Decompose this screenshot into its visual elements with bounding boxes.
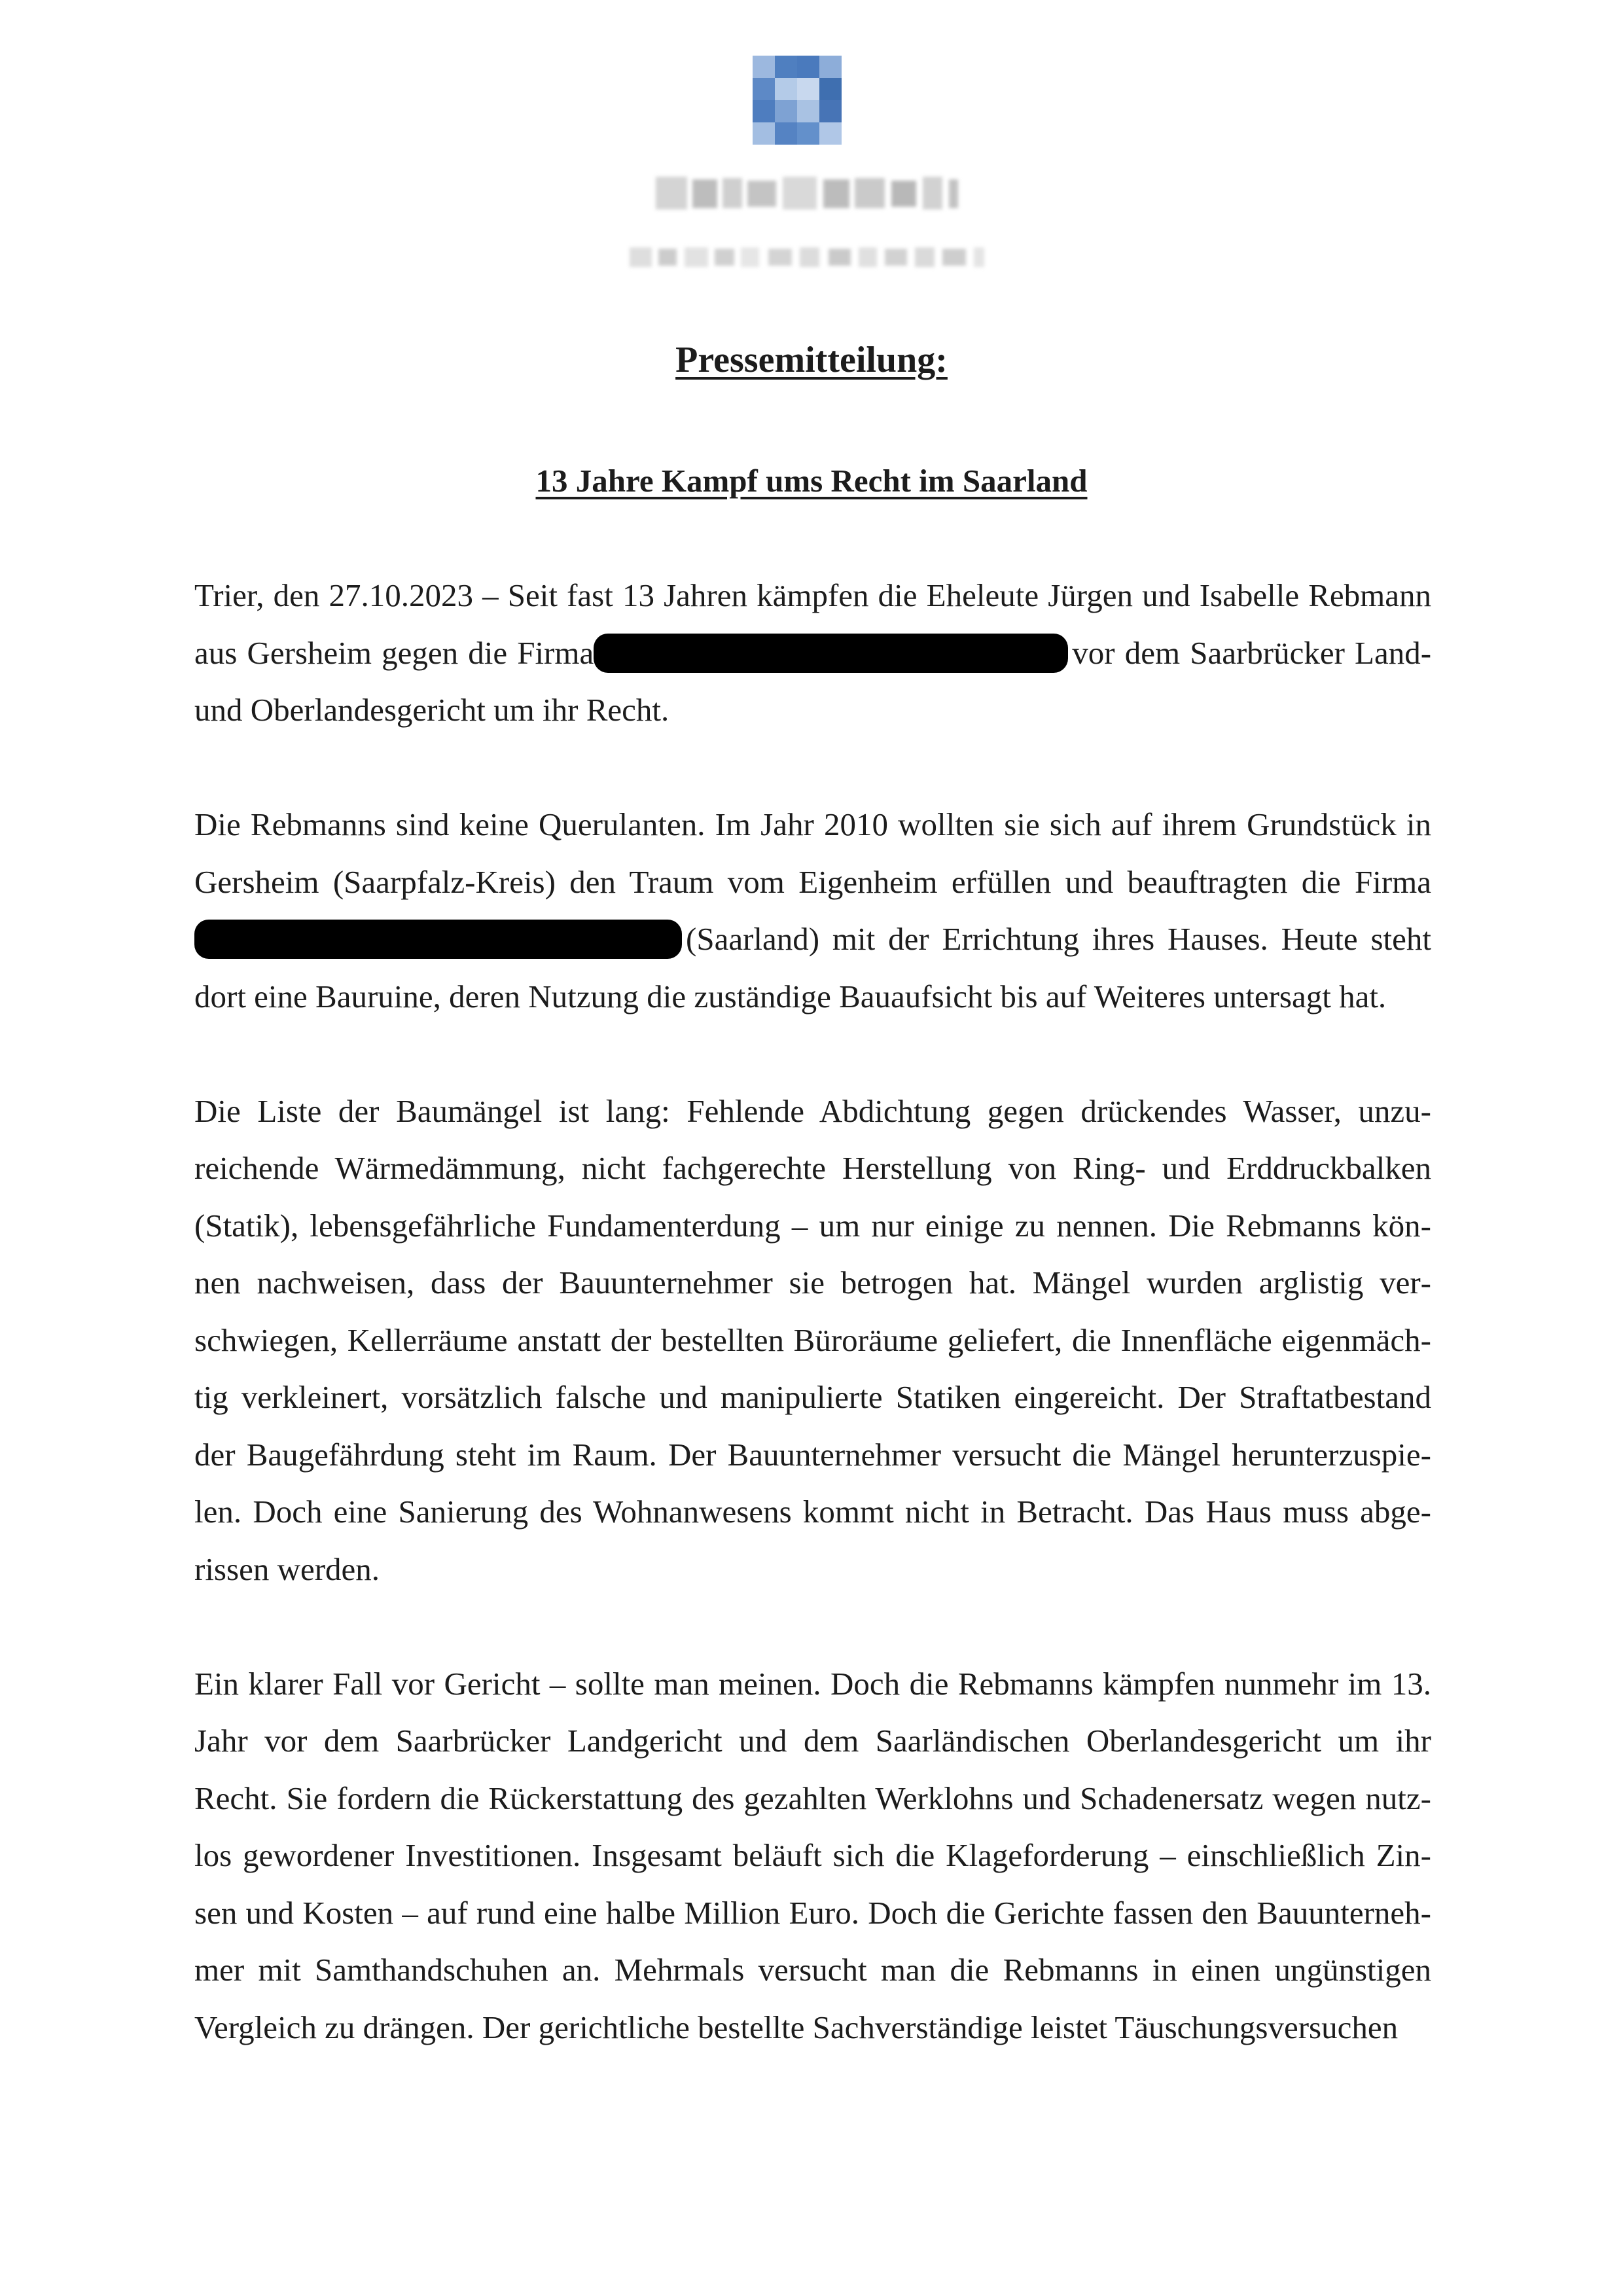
redaction-bar: [194, 920, 682, 959]
letterhead-subtitle-obscured: [0, 242, 1623, 271]
paragraph-2: [194, 796, 1431, 1025]
paragraph-4: Ein klarer Fall vor Gericht – sollte man meinen. Doch die Rebmanns kämpfen nunmehr im 13. Jahr vor dem Saarbrücker Landgericht und dem Saarländischen Oberlandesgericht um ihr Recht. Sie fordern die Rückerstattung des gezahlten Werklohns und Schadenersatz wegen nutzlos gewordener Investitionen. Insgesamt beläuft sich die Klageforderung – einschließlich Zinsen und Kosten – auf rund eine halbe Million Euro. Doch die Gerichte fassen den Bauunternehmer mit Samthandschuhen an. Mehrmals versucht man die Rebmanns in einen ungünstigen Vergleich zu drängen. Der gerichtliche bestellte Sachverständige leistet Täuschungsversuchen: [194, 1665, 1431, 2045]
page-subtitle: 13 Jahre Kampf ums Recht im Saarland: [535, 463, 1088, 499]
letterhead-logo: [753, 56, 842, 145]
paragraph-1-text-b: vor dem Saarbrücker Land- und Oberlandesgericht um ihr Recht.: [194, 634, 1432, 728]
letterhead-name-obscured: [0, 173, 1623, 212]
redaction-bar: [594, 634, 1068, 673]
page-title: Pressemitteilung:: [675, 340, 948, 380]
paragraph-2-text-a: Die Rebmanns sind keine Querulanten. Im Jahr 2010 wollten sie sich auf ihrem Grundstück in Gersheim (Saarpfalz-Kreis) den Traum vom Eigenheim erfüllen und beauftragten die Firma: [194, 806, 1431, 900]
pixelated-logo-icon: [753, 56, 842, 145]
paragraph-3: Die Liste der Baumängel ist lang: Fehlende Abdichtung gegen drückendes Wasser, unzureichende Wärmedämmung, nicht fachgerechte Herstellung von Ring- und Erddruckbalken (Statik), lebensgefährliche Fundamenterdung – um nur einige zu nennen. Die Rebmanns können nachweisen, dass der Bauunternehmer sie betrogen hat. Mängel wurden arglistig verschwiegen, Kellerräume anstatt der bestellten Büroräume geliefert, die Innenfläche eigenmächtig verkleinert, vorsätzlich falsche und manipulierte Statiken eingereicht. Der Straftatbestand der Baugefährdung steht im Raum. Der Bauunternehmer versucht die Mängel herunterzuspielen. Doch eine Sanierung des Wohnanwesens kommt nicht in Betracht. Das Haus muss abgerissen werden.: [194, 1092, 1431, 1587]
paragraph-2-text-b: (Saarland) mit der Errichtung ihres Hauses. Heute steht dort eine Bauruine, deren Nutzung die zuständige Bauaufsicht bis auf Weiteres untersagt hat.: [194, 921, 1431, 1014]
paragraph-1-text-a: Trier, den 27.10.2023 – Seit fast 13 Jahren kämpfen die Eheleute Jürgen und Isabelle Rebmann aus Gersheim gegen die Firma: [194, 577, 1431, 671]
press-release-body: [194, 567, 1431, 2056]
paragraph-1: [194, 567, 1431, 739]
